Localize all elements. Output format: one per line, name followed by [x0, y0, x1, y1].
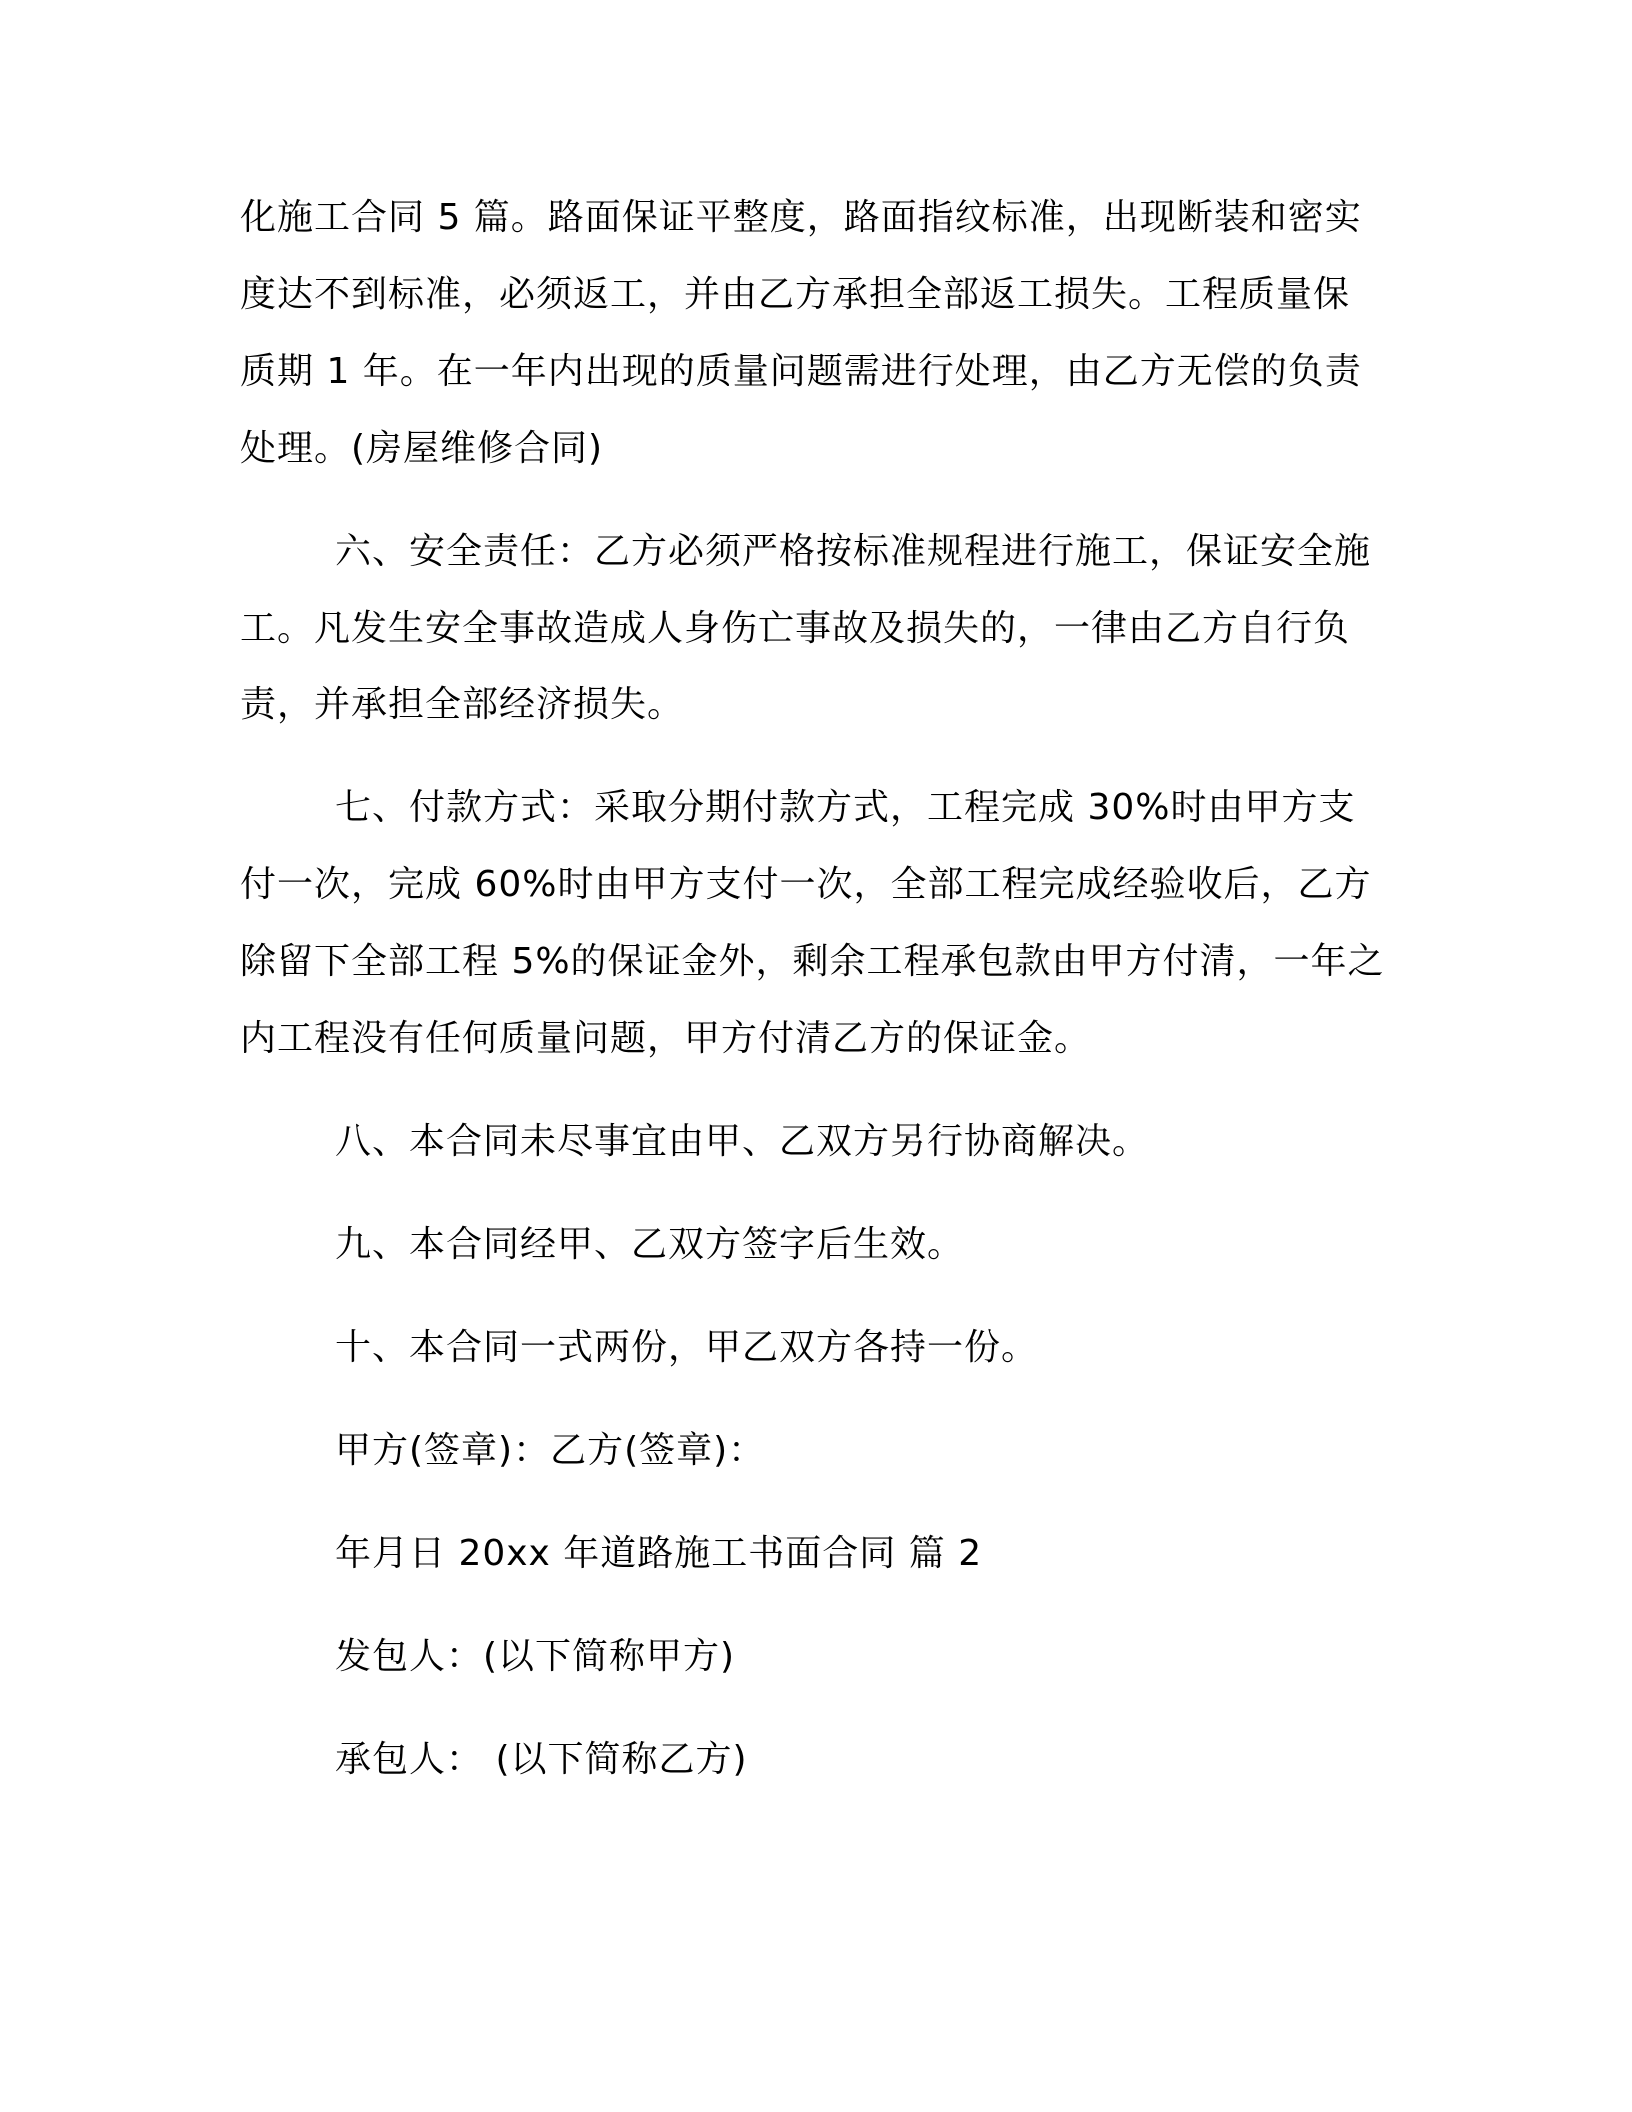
paragraph-7-line-2: 付一次，完成 60%时由甲方支付一次，全部工程完成经验收后，乙方: [240, 864, 1372, 905]
paragraph-7-line-4: 内工程没有任何质量问题，甲方付清乙方的保证金。: [240, 1018, 1092, 1059]
paragraph-5-line-3: 质期 1 年。在一年内出现的质量问题需进行处理，由乙方无偿的负责: [240, 351, 1362, 392]
paragraph-6-line-1: 六、安全责任：乙方必须严格按标准规程进行施工，保证安全施: [335, 531, 1372, 572]
paragraph-10: 十、本合同一式两份，甲乙双方各持一份。: [335, 1327, 1039, 1368]
signature-line: 甲方(签章)：乙方(签章)：: [335, 1430, 766, 1471]
paragraph-5-line-2: 度达不到标准，必须返工，并由乙方承担全部返工损失。工程质量保: [240, 274, 1351, 315]
paragraph-6-line-3: 责，并承担全部经济损失。: [240, 684, 685, 725]
paragraph-9: 九、本合同经甲、乙双方签字后生效。: [335, 1224, 965, 1265]
paragraph-7-line-3: 除留下全部工程 5%的保证金外，剩余工程承包款由甲方付清，一年之: [240, 941, 1385, 982]
contractor-line: 承包人： (以下简称乙方): [335, 1739, 748, 1780]
paragraph-6-line-2: 工。凡发生安全事故造成人身伤亡事故及损失的，一律由乙方自行负: [240, 608, 1351, 649]
issuer-line: 发包人：(以下简称甲方): [335, 1636, 736, 1677]
paragraph-5-line-1: 化施工合同 5 篇。路面保证平整度，路面指纹标准，出现断装和密实: [240, 197, 1362, 238]
next-contract-title: 年月日 20xx 年道路施工书面合同 篇 2: [335, 1533, 983, 1574]
paragraph-7-line-1: 七、付款方式：采取分期付款方式，工程完成 30%时由甲方支: [335, 787, 1356, 828]
paragraph-8: 八、本合同未尽事宜由甲、乙双方另行协商解决。: [335, 1121, 1150, 1162]
paragraph-5-line-4: 处理。(房屋维修合同): [240, 428, 604, 469]
